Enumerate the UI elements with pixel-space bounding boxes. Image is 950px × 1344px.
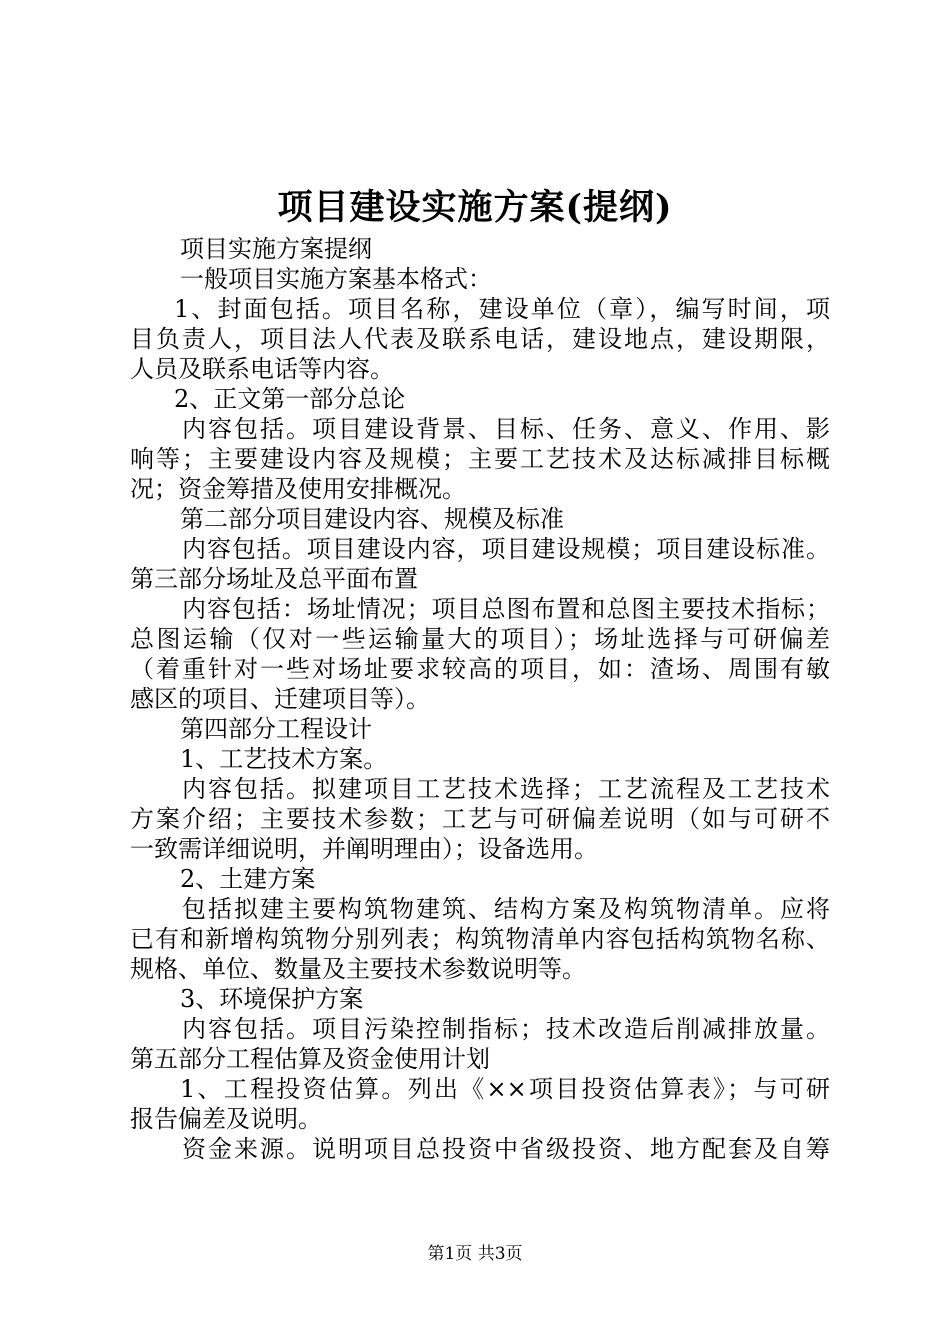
text-line: （着重针对一些对场址要求较高的项目，如：渣场、周围有敏 bbox=[130, 655, 830, 683]
text-line: 内容包括。拟建项目工艺技术选择；工艺流程及工艺技术 bbox=[182, 775, 830, 803]
text-line: 第五部分工程估算及资金使用计划 bbox=[130, 1045, 490, 1073]
text-line: 况；资金筹措及使用安排概况。 bbox=[130, 475, 466, 503]
document-body bbox=[130, 234, 830, 1164]
text-line: 一般项目实施方案基本格式： bbox=[180, 265, 492, 293]
document-title: 项目建设实施方案(提纲) bbox=[277, 187, 673, 228]
text-line: 总图运输（仅对一些运输量大的项目）；场址选择与可研偏差 bbox=[130, 625, 830, 653]
text-line: 人员及联系电话等内容。 bbox=[130, 355, 394, 383]
text-line: 1、工艺技术方案。 bbox=[180, 745, 388, 773]
text-line: 内容包括。项目建设内容，项目建设规模；项目建设标准。 bbox=[182, 535, 830, 563]
text-line: 第四部分工程设计 bbox=[180, 715, 372, 743]
text-line: 规格、单位、数量及主要技术参数说明等。 bbox=[130, 955, 586, 983]
text-line: 内容包括。项目建设背景、目标、任务、意义、作用、影 bbox=[182, 415, 830, 443]
text-line: 包括拟建主要构筑物建筑、结构方案及构筑物清单。应将 bbox=[182, 895, 830, 923]
text-line: 感区的项目、迁建项目等）。 bbox=[130, 685, 430, 713]
text-line: 3、环境保护方案 bbox=[180, 985, 364, 1013]
text-line: 资金来源。说明项目总投资中省级投资、地方配套及自筹 bbox=[182, 1135, 830, 1163]
text-line: 方案介绍；主要技术参数；工艺与可研偏差说明（如与可研不 bbox=[130, 805, 830, 833]
text-line: 1、封面包括。项目名称，建设单位（章），编写时间，项 bbox=[174, 295, 830, 323]
text-line: 1、工程投资估算。列出《××项目投资估算表》；与可研 bbox=[180, 1075, 830, 1103]
text-line: 项目实施方案提纲 bbox=[180, 235, 372, 263]
text-line: 响等；主要建设内容及规模；主要工艺技术及达标减排目标概 bbox=[130, 445, 830, 473]
text-line: 第三部分场址及总平面布置 bbox=[130, 565, 418, 593]
text-line: 一致需详细说明，并阐明理由）；设备选用。 bbox=[130, 835, 598, 863]
text-line: 目负责人，项目法人代表及联系电话，建设地点，建设期限， bbox=[130, 325, 830, 353]
text-line: 内容包括：场址情况；项目总图布置和总图主要技术指标； bbox=[182, 595, 830, 623]
text-line: 内容包括。项目污染控制指标；技术改造后削减排放量。 bbox=[182, 1015, 830, 1043]
page-footer: 第1页 共3页 bbox=[427, 1244, 523, 1264]
text-line: 2、正文第一部分总论 bbox=[174, 385, 406, 413]
text-line: 报告偏差及说明。 bbox=[130, 1105, 322, 1133]
text-line: 第二部分项目建设内容、规模及标准 bbox=[180, 505, 564, 533]
text-line: 已有和新增构筑物分别列表；构筑物清单内容包括构筑物名称、 bbox=[130, 925, 830, 953]
text-line: 2、土建方案 bbox=[180, 865, 316, 893]
